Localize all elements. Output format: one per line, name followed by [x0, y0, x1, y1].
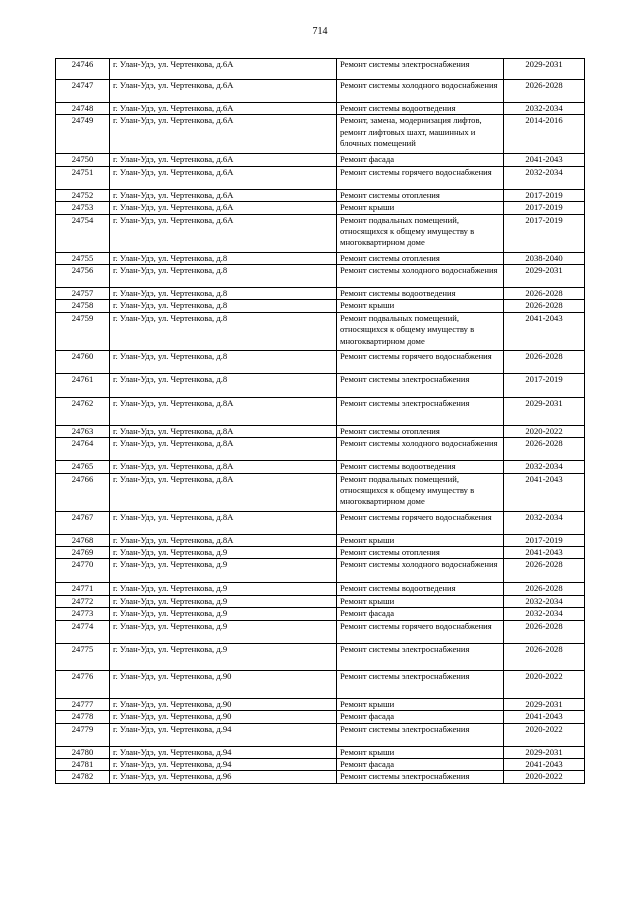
- period-cell: 2020-2022: [504, 670, 585, 698]
- row-number: 24773: [56, 608, 110, 620]
- table-body: [56, 59, 585, 784]
- period-cell: 2032-2034: [504, 103, 585, 115]
- table-row: [56, 711, 585, 723]
- table-row: [56, 154, 585, 166]
- period-cell: 2038-2040: [504, 252, 585, 264]
- address-cell: г. Улан-Удэ, ул. Чертенкова, д.8: [110, 252, 337, 264]
- address-cell: г. Улан-Удэ, ул. Чертенкова, д.6А: [110, 189, 337, 201]
- row-number: 24751: [56, 166, 110, 189]
- address-cell: г. Улан-Удэ, ул. Чертенкова, д.6А: [110, 115, 337, 154]
- work-type-cell: Ремонт системы горячего водоснабжения: [337, 166, 504, 189]
- period-cell: 2020-2022: [504, 771, 585, 784]
- work-type-cell: Ремонт системы холодного водоснабжения: [337, 80, 504, 103]
- period-cell: 2032-2034: [504, 166, 585, 189]
- work-type-cell: Ремонт подвальных помещений, относящихся к общему имуществу в многоквартирном доме: [337, 473, 504, 511]
- period-cell: 2026-2028: [504, 350, 585, 373]
- row-number: 24781: [56, 758, 110, 770]
- table-row: [56, 438, 585, 461]
- work-type-cell: Ремонт системы отопления: [337, 547, 504, 559]
- table-row: [56, 288, 585, 300]
- address-cell: г. Улан-Удэ, ул. Чертенкова, д.8: [110, 288, 337, 300]
- period-cell: 2029-2031: [504, 59, 585, 80]
- address-cell: г. Улан-Удэ, ул. Чертенкова, д.94: [110, 723, 337, 746]
- work-type-cell: Ремонт системы электроснабжения: [337, 59, 504, 80]
- table-row: [56, 723, 585, 746]
- period-cell: 2032-2034: [504, 595, 585, 607]
- table-row: [56, 300, 585, 312]
- work-type-cell: Ремонт фасада: [337, 608, 504, 620]
- period-cell: 2026-2028: [504, 643, 585, 670]
- work-type-cell: Ремонт системы электроснабжения: [337, 723, 504, 746]
- table-row: [56, 698, 585, 710]
- table-row: [56, 583, 585, 595]
- table-row: [56, 670, 585, 698]
- table-row: [56, 397, 585, 425]
- period-cell: 2041-2043: [504, 547, 585, 559]
- address-cell: г. Улан-Удэ, ул. Чертенкова, д.90: [110, 670, 337, 698]
- address-cell: г. Улан-Удэ, ул. Чертенкова, д.8: [110, 300, 337, 312]
- period-cell: 2026-2028: [504, 300, 585, 312]
- work-type-cell: Ремонт системы отопления: [337, 189, 504, 201]
- work-type-cell: Ремонт системы водоотведения: [337, 583, 504, 595]
- row-number: 24753: [56, 202, 110, 214]
- address-cell: г. Улан-Удэ, ул. Чертенкова, д.8А: [110, 473, 337, 511]
- work-type-cell: Ремонт крыши: [337, 746, 504, 758]
- row-number: 24758: [56, 300, 110, 312]
- work-type-cell: Ремонт системы холодного водоснабжения: [337, 438, 504, 461]
- row-number: 24747: [56, 80, 110, 103]
- period-cell: 2026-2028: [504, 620, 585, 643]
- row-number: 24771: [56, 583, 110, 595]
- work-type-cell: Ремонт подвальных помещений, относящихся к общему имуществу в многоквартирном доме: [337, 214, 504, 252]
- period-cell: 2041-2043: [504, 312, 585, 350]
- address-cell: г. Улан-Удэ, ул. Чертенкова, д.9: [110, 559, 337, 583]
- table-row: [56, 595, 585, 607]
- row-number: 24772: [56, 595, 110, 607]
- address-cell: г. Улан-Удэ, ул. Чертенкова, д.8: [110, 312, 337, 350]
- row-number: 24761: [56, 373, 110, 397]
- period-cell: 2026-2028: [504, 438, 585, 461]
- period-cell: 2041-2043: [504, 758, 585, 770]
- address-cell: г. Улан-Удэ, ул. Чертенкова, д.9: [110, 620, 337, 643]
- address-cell: г. Улан-Удэ, ул. Чертенкова, д.6А: [110, 103, 337, 115]
- table-row: [56, 350, 585, 373]
- row-number: 24756: [56, 265, 110, 288]
- work-type-cell: Ремонт системы электроснабжения: [337, 397, 504, 425]
- table-row: [56, 265, 585, 288]
- row-number: 24770: [56, 559, 110, 583]
- row-number: 24766: [56, 473, 110, 511]
- table-row: [56, 189, 585, 201]
- period-cell: 2029-2031: [504, 397, 585, 425]
- row-number: 24776: [56, 670, 110, 698]
- row-number: 24746: [56, 59, 110, 80]
- work-type-cell: Ремонт системы водоотведения: [337, 288, 504, 300]
- period-cell: 2029-2031: [504, 746, 585, 758]
- period-cell: 2032-2034: [504, 511, 585, 534]
- table-row: [56, 202, 585, 214]
- address-cell: г. Улан-Удэ, ул. Чертенкова, д.8: [110, 350, 337, 373]
- row-number: 24782: [56, 771, 110, 784]
- work-type-cell: Ремонт системы горячего водоснабжения: [337, 620, 504, 643]
- table-row: [56, 534, 585, 546]
- period-cell: 2026-2028: [504, 583, 585, 595]
- address-cell: г. Улан-Удэ, ул. Чертенкова, д.94: [110, 746, 337, 758]
- period-cell: 2026-2028: [504, 559, 585, 583]
- row-number: 24779: [56, 723, 110, 746]
- table-row: [56, 620, 585, 643]
- table-row: [56, 746, 585, 758]
- address-cell: г. Улан-Удэ, ул. Чертенкова, д.8А: [110, 438, 337, 461]
- address-cell: г. Улан-Удэ, ул. Чертенкова, д.6А: [110, 166, 337, 189]
- work-type-cell: Ремонт фасада: [337, 758, 504, 770]
- address-cell: г. Улан-Удэ, ул. Чертенкова, д.94: [110, 758, 337, 770]
- table-row: [56, 511, 585, 534]
- work-type-cell: Ремонт крыши: [337, 300, 504, 312]
- table-row: [56, 312, 585, 350]
- address-cell: г. Улан-Удэ, ул. Чертенкова, д.8А: [110, 397, 337, 425]
- period-cell: 2041-2043: [504, 711, 585, 723]
- row-number: 24780: [56, 746, 110, 758]
- table-row: [56, 547, 585, 559]
- period-cell: 2014-2016: [504, 115, 585, 154]
- row-number: 24762: [56, 397, 110, 425]
- table-row: [56, 643, 585, 670]
- address-cell: г. Улан-Удэ, ул. Чертенкова, д.8: [110, 265, 337, 288]
- period-cell: 2017-2019: [504, 189, 585, 201]
- period-cell: 2029-2031: [504, 265, 585, 288]
- row-number: 24768: [56, 534, 110, 546]
- row-number: 24777: [56, 698, 110, 710]
- row-number: 24765: [56, 461, 110, 473]
- table-row: [56, 115, 585, 154]
- work-type-cell: Ремонт крыши: [337, 595, 504, 607]
- row-number: 24754: [56, 214, 110, 252]
- table-row: [56, 425, 585, 437]
- period-cell: 2041-2043: [504, 154, 585, 166]
- work-type-cell: Ремонт фасада: [337, 154, 504, 166]
- work-type-cell: Ремонт фасада: [337, 711, 504, 723]
- work-type-cell: Ремонт системы горячего водоснабжения: [337, 511, 504, 534]
- row-number: 24755: [56, 252, 110, 264]
- address-cell: г. Улан-Удэ, ул. Чертенкова, д.8А: [110, 534, 337, 546]
- work-type-cell: Ремонт системы горячего водоснабжения: [337, 350, 504, 373]
- work-type-cell: Ремонт системы электроснабжения: [337, 771, 504, 784]
- address-cell: г. Улан-Удэ, ул. Чертенкова, д.6А: [110, 80, 337, 103]
- row-number: 24769: [56, 547, 110, 559]
- period-cell: 2017-2019: [504, 373, 585, 397]
- address-cell: г. Улан-Удэ, ул. Чертенкова, д.9: [110, 547, 337, 559]
- table-row: [56, 103, 585, 115]
- address-cell: г. Улан-Удэ, ул. Чертенкова, д.9: [110, 583, 337, 595]
- period-cell: 2017-2019: [504, 202, 585, 214]
- work-type-cell: Ремонт подвальных помещений, относящихся к общему имуществу в многоквартирном доме: [337, 312, 504, 350]
- row-number: 24763: [56, 425, 110, 437]
- period-cell: 2017-2019: [504, 214, 585, 252]
- table-row: [56, 771, 585, 784]
- period-cell: 2026-2028: [504, 288, 585, 300]
- address-cell: г. Улан-Удэ, ул. Чертенкова, д.6А: [110, 59, 337, 80]
- period-cell: 2032-2034: [504, 461, 585, 473]
- table-row: [56, 214, 585, 252]
- work-type-cell: Ремонт системы электроснабжения: [337, 373, 504, 397]
- period-cell: 2020-2022: [504, 723, 585, 746]
- address-cell: г. Улан-Удэ, ул. Чертенкова, д.8А: [110, 461, 337, 473]
- address-cell: г. Улан-Удэ, ул. Чертенкова, д.6А: [110, 154, 337, 166]
- work-type-cell: Ремонт системы отопления: [337, 252, 504, 264]
- work-type-cell: Ремонт системы отопления: [337, 425, 504, 437]
- work-type-cell: Ремонт системы водоотведения: [337, 461, 504, 473]
- table-row: [56, 473, 585, 511]
- work-type-cell: Ремонт крыши: [337, 534, 504, 546]
- address-cell: г. Улан-Удэ, ул. Чертенкова, д.90: [110, 698, 337, 710]
- row-number: 24775: [56, 643, 110, 670]
- work-type-cell: Ремонт системы электроснабжения: [337, 670, 504, 698]
- work-type-cell: Ремонт крыши: [337, 202, 504, 214]
- row-number: 24759: [56, 312, 110, 350]
- work-type-cell: Ремонт системы холодного водоснабжения: [337, 559, 504, 583]
- work-type-cell: Ремонт крыши: [337, 698, 504, 710]
- row-number: 24760: [56, 350, 110, 373]
- row-number: 24757: [56, 288, 110, 300]
- address-cell: г. Улан-Удэ, ул. Чертенкова, д.8: [110, 373, 337, 397]
- period-cell: 2017-2019: [504, 534, 585, 546]
- address-cell: г. Улан-Удэ, ул. Чертенкова, д.9: [110, 595, 337, 607]
- period-cell: 2026-2028: [504, 80, 585, 103]
- row-number: 24748: [56, 103, 110, 115]
- table-row: [56, 59, 585, 80]
- work-type-cell: Ремонт системы холодного водоснабжения: [337, 265, 504, 288]
- row-number: 24750: [56, 154, 110, 166]
- period-cell: 2032-2034: [504, 608, 585, 620]
- address-cell: г. Улан-Удэ, ул. Чертенкова, д.9: [110, 608, 337, 620]
- work-type-cell: Ремонт системы электроснабжения: [337, 643, 504, 670]
- repair-schedule-table: [55, 58, 585, 784]
- row-number: 24752: [56, 189, 110, 201]
- address-cell: г. Улан-Удэ, ул. Чертенкова, д.90: [110, 711, 337, 723]
- address-cell: г. Улан-Удэ, ул. Чертенкова, д.9: [110, 643, 337, 670]
- row-number: 24778: [56, 711, 110, 723]
- table-row: [56, 559, 585, 583]
- table-row: [56, 166, 585, 189]
- table-row: [56, 252, 585, 264]
- row-number: 24774: [56, 620, 110, 643]
- table-row: [56, 461, 585, 473]
- address-cell: г. Улан-Удэ, ул. Чертенкова, д.8А: [110, 511, 337, 534]
- row-number: 24767: [56, 511, 110, 534]
- row-number: 24749: [56, 115, 110, 154]
- address-cell: г. Улан-Удэ, ул. Чертенкова, д.8А: [110, 425, 337, 437]
- table-row: [56, 758, 585, 770]
- period-cell: 2041-2043: [504, 473, 585, 511]
- address-cell: г. Улан-Удэ, ул. Чертенкова, д.96: [110, 771, 337, 784]
- page-number: 714: [312, 26, 328, 37]
- work-type-cell: Ремонт системы водоотведения: [337, 103, 504, 115]
- row-number: 24764: [56, 438, 110, 461]
- table-row: [56, 80, 585, 103]
- table-row: [56, 608, 585, 620]
- period-cell: 2020-2022: [504, 425, 585, 437]
- work-type-cell: Ремонт, замена, модернизация лифтов, ремонт лифтовых шахт, машинных и блочных помещений: [337, 115, 504, 154]
- table-row: [56, 373, 585, 397]
- address-cell: г. Улан-Удэ, ул. Чертенкова, д.6А: [110, 214, 337, 252]
- period-cell: 2029-2031: [504, 698, 585, 710]
- address-cell: г. Улан-Удэ, ул. Чертенкова, д.6А: [110, 202, 337, 214]
